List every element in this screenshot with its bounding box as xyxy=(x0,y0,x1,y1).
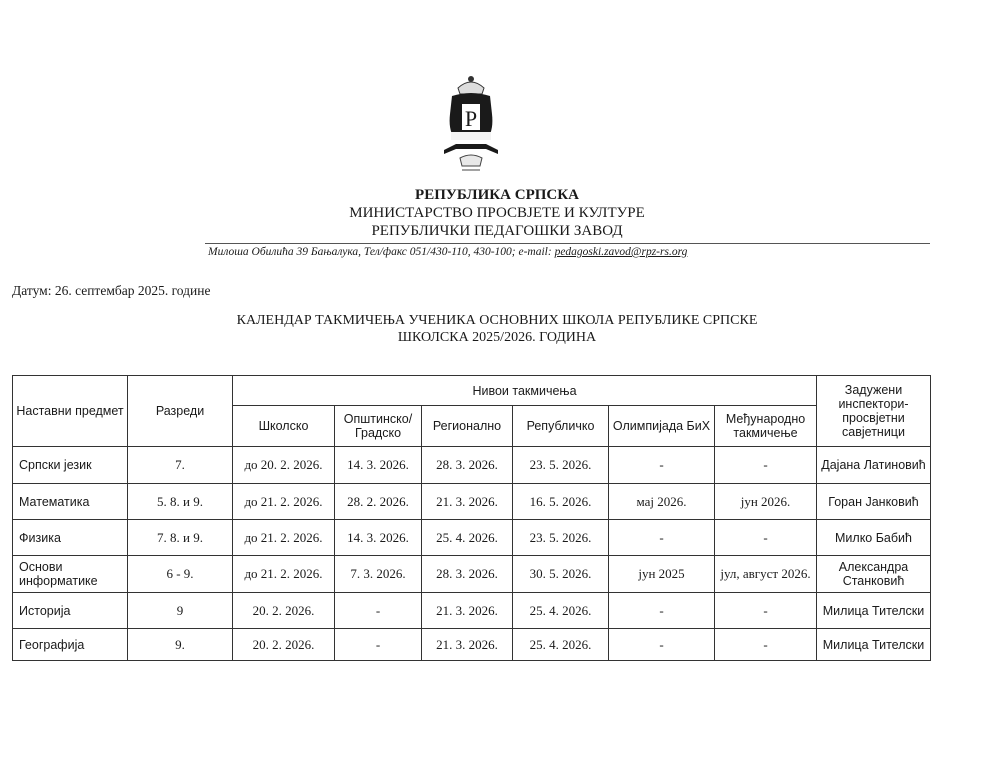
table-row xyxy=(13,520,931,556)
header-republic: РЕПУБЛИКА СРПСКА xyxy=(415,187,579,203)
document-subtitle: ШКОЛСКА 2025/2026. ГОДИНА xyxy=(397,330,597,345)
cell-school: 20. 2. 2026. xyxy=(233,593,335,629)
cell-olympiad: - xyxy=(609,629,715,661)
cell-grades: 9. xyxy=(128,629,233,661)
cell-inspector: Милица Тителски xyxy=(817,629,931,661)
cell-grades: 7. 8. и 9. xyxy=(128,520,233,556)
competition-calendar-table xyxy=(12,375,931,661)
cell-subject: Математика xyxy=(13,484,128,520)
cell-grades: 5. 8. и 9. xyxy=(128,484,233,520)
cell-school: до 21. 2. 2026. xyxy=(233,520,335,556)
cell-school: до 21. 2. 2026. xyxy=(233,484,335,520)
cell-inspector: Милица Тителски xyxy=(817,593,931,629)
cell-international: - xyxy=(715,520,817,556)
cell-republic: 23. 5. 2026. xyxy=(513,447,609,484)
cell-olympiad: - xyxy=(609,520,715,556)
cell-olympiad: јун 2025 xyxy=(609,556,715,593)
header-levels: Нивои такмичења xyxy=(233,376,817,406)
cell-municipal: 14. 3. 2026. xyxy=(335,447,422,484)
cell-municipal: 14. 3. 2026. xyxy=(335,520,422,556)
cell-republic: 16. 5. 2026. xyxy=(513,484,609,520)
table-row xyxy=(13,629,931,661)
header-international: Међународно такмичење xyxy=(715,406,817,447)
email-link[interactable]: pedagoski.zavod@rpz-rs.org xyxy=(554,246,688,258)
cell-inspector: Александра Станковић xyxy=(817,556,931,593)
header-olympiad: Олимпијада БиХ xyxy=(609,406,715,447)
table-row xyxy=(13,447,931,484)
cell-regional: 21. 3. 2026. xyxy=(422,484,513,520)
table-row xyxy=(13,484,931,520)
cell-inspector: Милко Бабић xyxy=(817,520,931,556)
header-grades: Разреди xyxy=(128,376,233,447)
cell-subject: Географија xyxy=(13,629,128,661)
cell-school: 20. 2. 2026. xyxy=(233,629,335,661)
cell-regional: 28. 3. 2026. xyxy=(422,556,513,593)
cell-municipal: - xyxy=(335,593,422,629)
cell-international: јун 2026. xyxy=(715,484,817,520)
cell-subject: Основи информатике xyxy=(13,556,128,593)
header-ministry: МИНИСТАРСТВО ПРОСВЈЕТЕ И КУЛТУРЕ xyxy=(349,205,645,221)
cell-inspector: Горан Јанковић xyxy=(817,484,931,520)
cell-subject: Српски језик xyxy=(13,447,128,484)
cell-school: до 20. 2. 2026. xyxy=(233,447,335,484)
header-school: Школско xyxy=(233,406,335,447)
cell-regional: 21. 3. 2026. xyxy=(422,629,513,661)
cell-regional: 25. 4. 2026. xyxy=(422,520,513,556)
cell-grades: 6 - 9. xyxy=(128,556,233,593)
header-inspectors: Задужени инспектори-просвјетни савјетници xyxy=(817,376,931,447)
header-divider xyxy=(205,243,930,244)
cell-olympiad: - xyxy=(609,447,715,484)
cell-municipal: 7. 3. 2026. xyxy=(335,556,422,593)
header-regional: Регионално xyxy=(422,406,513,447)
cell-municipal: - xyxy=(335,629,422,661)
cell-international: - xyxy=(715,593,817,629)
cell-school: до 21. 2. 2026. xyxy=(233,556,335,593)
cell-municipal: 28. 2. 2026. xyxy=(335,484,422,520)
cell-international: - xyxy=(715,629,817,661)
cell-inspector: Дајана Латиновић xyxy=(817,447,931,484)
header-subject: Наставни предмет xyxy=(13,376,128,447)
cell-republic: 23. 5. 2026. xyxy=(513,520,609,556)
svg-text:Р: Р xyxy=(464,106,478,131)
cell-regional: 21. 3. 2026. xyxy=(422,593,513,629)
cell-international: - xyxy=(715,447,817,484)
document-title: КАЛЕНДАР ТАКМИЧЕЊА УЧЕНИКА ОСНОВНИХ ШКОЛА РЕПУБЛИКЕ СРПСКЕ xyxy=(236,313,758,328)
header-municipal: Општинско/ Градско xyxy=(335,406,422,447)
table-row xyxy=(13,556,931,593)
header-republic: Републичко xyxy=(513,406,609,447)
table-row xyxy=(13,593,931,629)
document-date: Датум: 26. септембар 2025. године xyxy=(12,283,211,298)
cell-regional: 28. 3. 2026. xyxy=(422,447,513,484)
header-institute: РЕПУБЛИЧКИ ПЕДАГОШКИ ЗАВОД xyxy=(371,223,623,239)
cell-subject: Физика xyxy=(13,520,128,556)
address-text: Милоша Обилића 39 Бањалука, Тел/факс 051/430-110, 430-100; e-mail: xyxy=(208,246,555,258)
cell-republic: 25. 4. 2026. xyxy=(513,593,609,629)
cell-grades: 9 xyxy=(128,593,233,629)
address-line xyxy=(208,246,687,258)
cell-subject: Историја xyxy=(13,593,128,629)
coat-of-arms-logo xyxy=(438,74,504,186)
cell-olympiad: - xyxy=(609,593,715,629)
cell-international: јул, август 2026. xyxy=(715,556,817,593)
cell-republic: 30. 5. 2026. xyxy=(513,556,609,593)
cell-olympiad: мај 2026. xyxy=(609,484,715,520)
cell-republic: 25. 4. 2026. xyxy=(513,629,609,661)
cell-grades: 7. xyxy=(128,447,233,484)
